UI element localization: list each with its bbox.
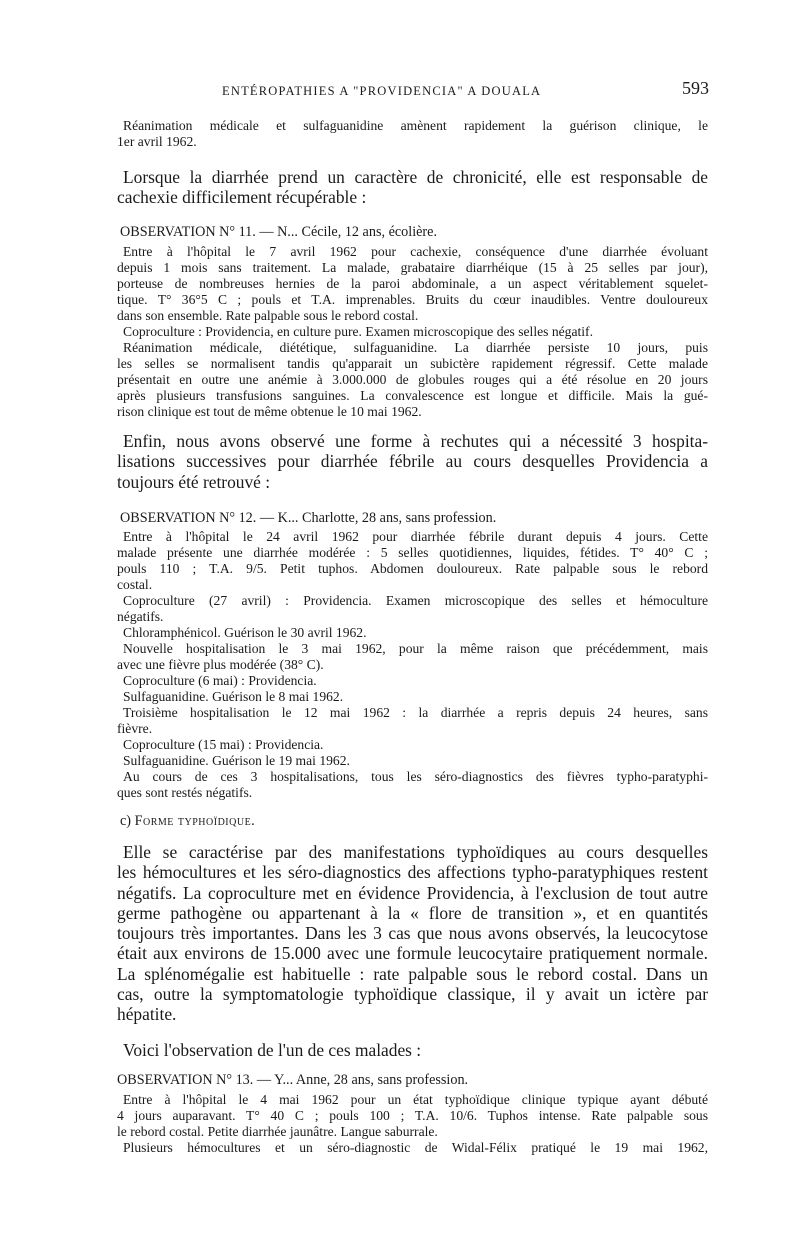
text-line: Voici l'observation de l'un de ces malades : (123, 1040, 422, 1060)
intro-paragraph (117, 118, 708, 150)
section-heading-line (120, 812, 711, 830)
observation-heading: OBSERVATION N° 11. — N... Cécile, 12 ans, écolière. (120, 224, 438, 240)
observation-11-heading (117, 223, 708, 241)
text-line: rison clinique est tout de même obtenue le 10 mai 1962. (117, 404, 422, 419)
text-line: Enfin, nous avons observé une forme à rechutes qui a nécessité 3 hospita- (123, 431, 708, 451)
observation-13-heading (117, 1071, 708, 1089)
text-line: négatifs. La coproculture met en évidence Providencia, à l'exclusion de tout autre (117, 882, 708, 903)
text-line: Réanimation médicale, diététique, sulfaguanidine. La diarrhée persiste 10 jours, puis (123, 340, 708, 355)
text-line: avec une fièvre plus modérée (38° C). (117, 657, 324, 672)
text-line: après plusieurs transfusions sanguines. La convalescence est longue et difficile. Mais la gué- (117, 388, 708, 403)
observation-12-body (117, 529, 708, 801)
section-prefix: c) (120, 813, 135, 829)
text-line: toujours très importantes. Dans les 3 cas que nous avons observés, la leucocytose (117, 923, 708, 944)
page-number: 593 (682, 78, 709, 98)
text-line: ques sont restés négatifs. (117, 785, 253, 800)
text-line: germe pathogène ou appartenant à la « flore de transition », et en quantités (117, 902, 708, 923)
text-line: Plusieurs hémocultures et un séro-diagnostic de Widal-Félix pratiqué le 19 mai 1962, (123, 1140, 708, 1155)
text-line: Au cours de ces 3 hospitalisations, tous les séro-diagnostics des fièvres typho-paratyphi- (123, 769, 708, 784)
text-line: Coproculture (27 avril) : Providencia. Examen microscopique des selles et hémoculture (123, 593, 708, 608)
text-line: tique. T° 36°5 C ; pouls et T.A. imprenables. Bruits du cœur inaudibles. Ventre douloureux (117, 292, 708, 307)
text-line: fièvre. (117, 721, 153, 736)
text-line: Coproculture (15 mai) : Providencia. (123, 737, 324, 752)
observation-12-heading (117, 509, 708, 527)
text-line: Entre à l'hôpital le 4 mai 1962 pour un état typhoïdique clinique typique ayant débuté (123, 1092, 708, 1107)
text-line: présentait en outre une anémie à 3.000.000 de globules rouges qui a été résolue en 20 jours (117, 372, 708, 387)
text-line: Troisième hospitalisation le 12 mai 1962 : la diarrhée a repris depuis 24 heures, sans (123, 705, 708, 720)
text-line: Elle se caractérise par des manifestations typhoïdiques au cours desquelles (123, 842, 708, 862)
section-c-heading (120, 812, 711, 830)
text-line: cas, outre la symptomatologie typhoïdique classique, il y avait un ictère par (117, 984, 708, 1005)
text-line: Sulfaguanidine. Guérison le 19 mai 1962. (123, 753, 350, 768)
text-line: Coproculture (6 mai) : Providencia. (123, 673, 317, 688)
observation-heading: OBSERVATION N° 13. — Y... Anne, 28 ans, sans profession. (117, 1072, 469, 1088)
observation-13-body (117, 1092, 708, 1156)
text-line: cachexie difficilement récupérable : (117, 187, 367, 208)
text-line: Lorsque la diarrhée prend un caractère de chronicité, elle est responsable de (123, 167, 708, 187)
text-line: porteuse de nombreuses hernies de la paroi abdominale, a un aspect véritablement squelet- (117, 276, 708, 291)
text-line: Entre à l'hôpital le 7 avril 1962 pour cachexie, conséquence d'une diarrhée évoluant (123, 244, 708, 259)
text-line: pouls 110 ; T.A. 9/5. Petit tuphos. Abdomen douloureux. Rate palpable sous le rebord (117, 561, 708, 576)
text-line: toujours été retrouvé : (117, 471, 271, 492)
voici-paragraph (117, 1040, 708, 1060)
section-title: Forme typhoïdique. (134, 813, 256, 829)
text-line: malade présente une diarrhée modérée : 5 selles quotidiennes, liquides, fétides. T° 40° C ; (117, 545, 708, 560)
text-line: le rebord costal. Petite diarrhée jaunâtre. Langue saburrale. (117, 1124, 438, 1139)
text-line: Entre à l'hôpital le 24 avril 1962 pour diarrhée fébrile durant depuis 4 jours. Cette (123, 529, 708, 544)
text-line: dans son ensemble. Rate palpable sous le rebord costal. (117, 308, 419, 323)
text-line: Coproculture : Providencia, en culture pure. Examen microscopique des selles négatif. (123, 324, 593, 339)
text-line: hépatite. (117, 1004, 177, 1025)
running-title: ENTÉROPATHIES A "PROVIDENCIA" A DOUALA (222, 84, 542, 98)
text-line: les hémocultures et les séro-diagnostics des affections typho-paratyphiques restent (117, 862, 708, 883)
text-line: Nouvelle hospitalisation le 3 mai 1962, pour la même raison que précédemment, mais (123, 641, 708, 656)
text-line: 1er avril 1962. (117, 134, 197, 149)
rechutes-paragraph (117, 431, 708, 492)
chronicite-paragraph (117, 167, 708, 208)
page-header (0, 78, 800, 104)
text-line: Sulfaguanidine. Guérison le 8 mai 1962. (123, 689, 344, 704)
observation-heading: OBSERVATION N° 12. — K... Charlotte, 28 ans, sans profession. (120, 510, 497, 526)
text-line: Réanimation médicale et sulfaguanidine amènent rapidement la guérison clinique, le (123, 118, 708, 133)
text-line: était aux environs de 15.000 avec une formule leucocytaire pratiquement normale. (117, 943, 708, 964)
text-line: 4 jours auparavant. T° 40 C ; pouls 100 ; T.A. 10/6. Tuphos intense. Rate palpable sous (117, 1108, 708, 1123)
text-line: lisations successives pour diarrhée fébrile au cours desquelles Providencia a (117, 451, 708, 472)
text-line: négatifs. (117, 609, 164, 624)
text-line: depuis 1 mois sans traitement. La malade, grabataire diarrhéique (15 à 25 selles par jour), (117, 260, 708, 275)
typhoid-paragraph (117, 842, 708, 1025)
text-line: costal. (117, 577, 153, 592)
observation-11-body (117, 244, 708, 420)
text-line: Chloramphénicol. Guérison le 30 avril 1962. (123, 625, 367, 640)
text-line: les selles se normalisent tandis qu'apparait un subictère rapidement régressif. Cette malade (117, 356, 708, 371)
text-line: La splénomégalie est habituelle : rate palpable sous le rebord costal. Dans un (117, 963, 708, 984)
